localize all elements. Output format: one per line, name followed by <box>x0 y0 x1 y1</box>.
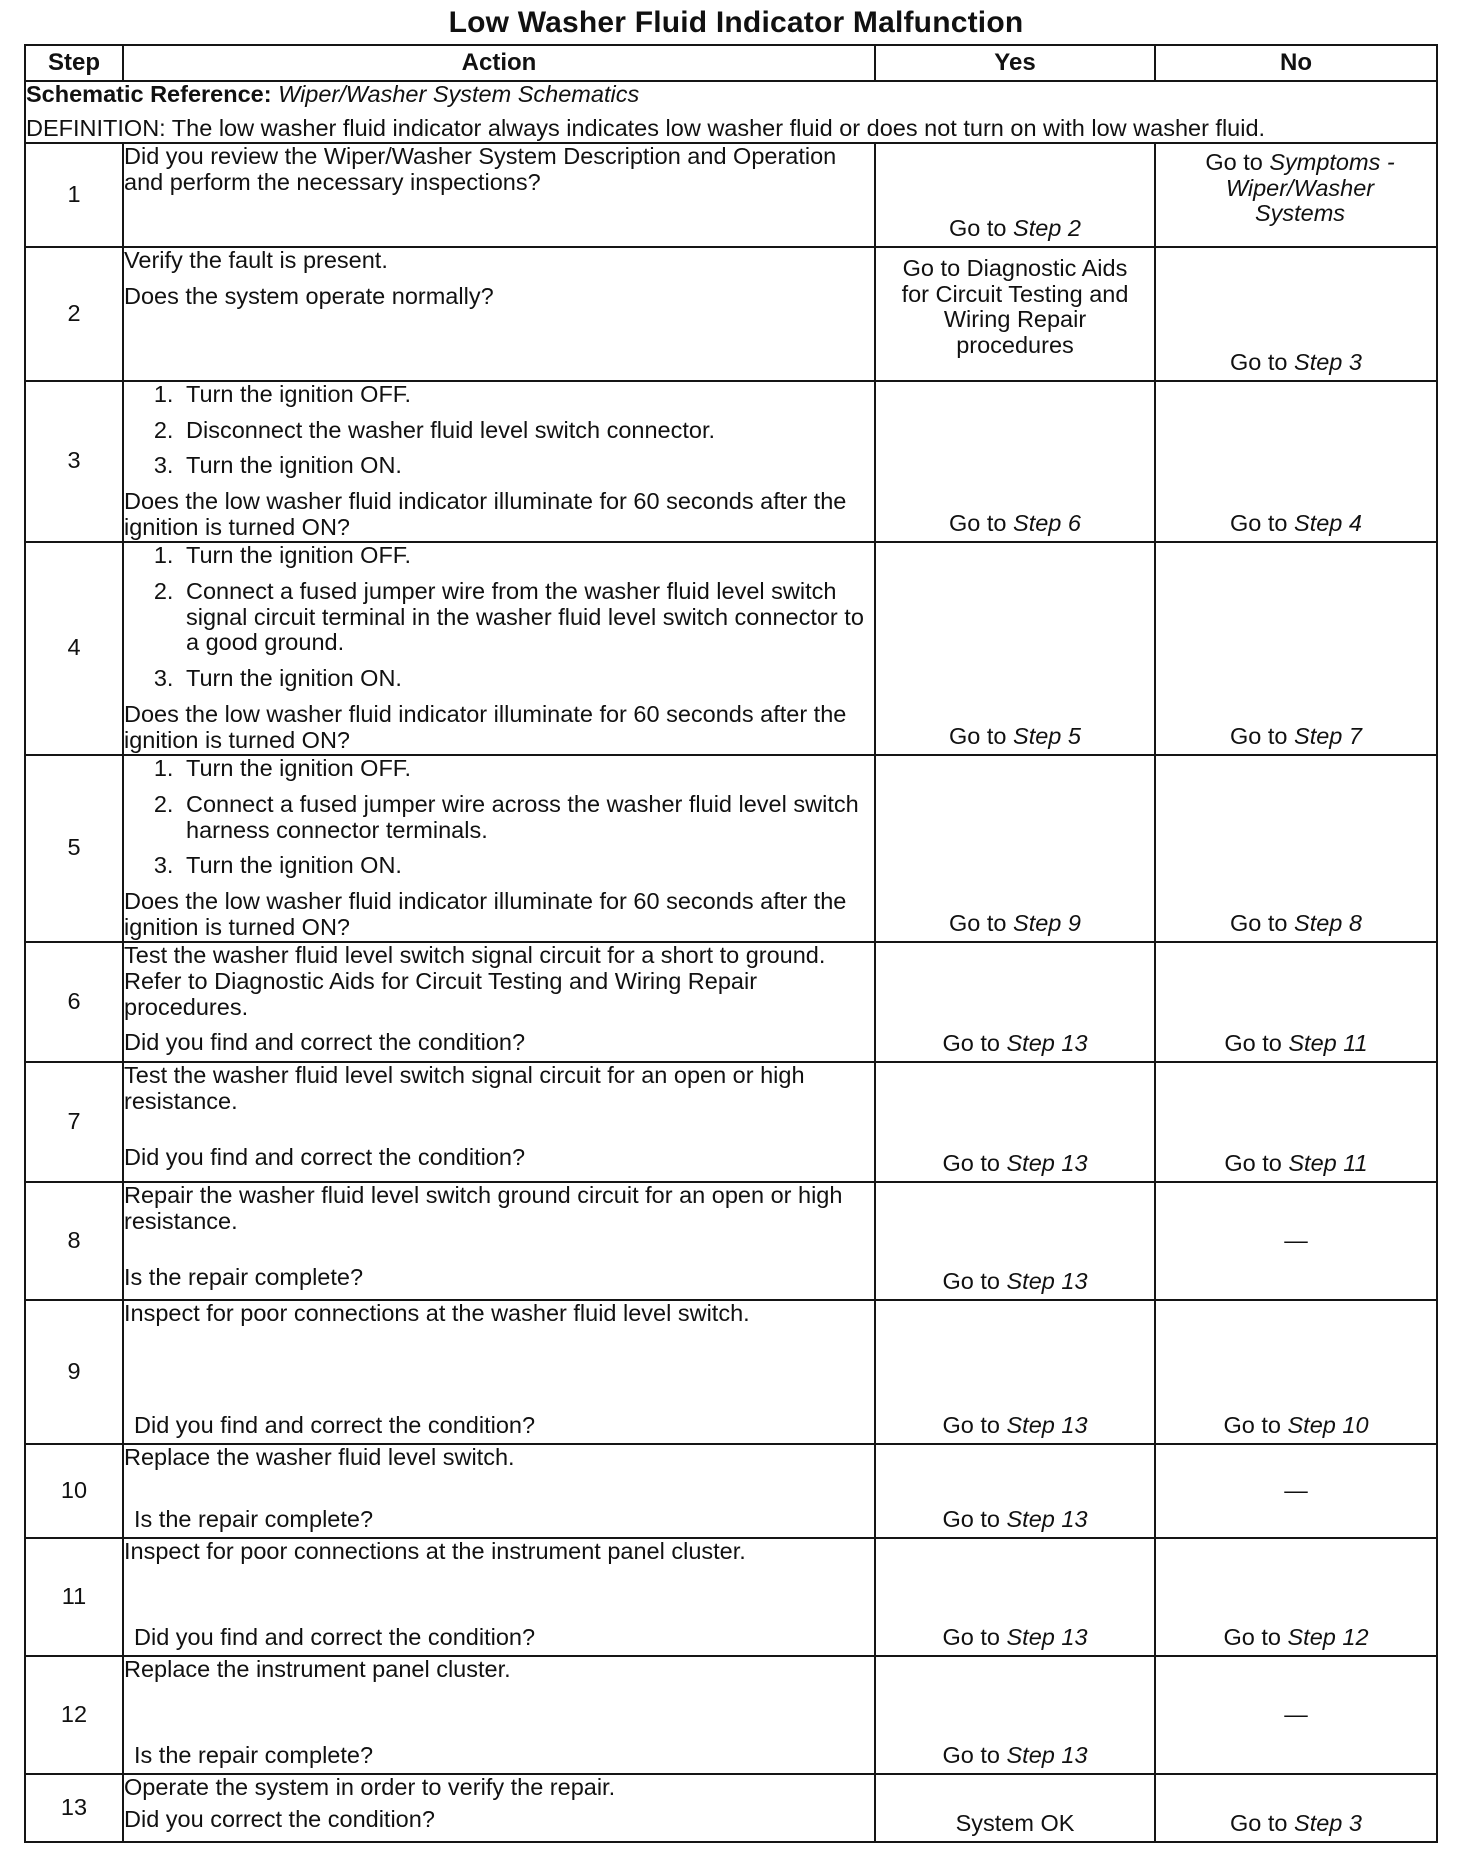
action-step: 2. Connect a fused jumper wire across the washer fluid level switch harness connector terminals. <box>180 792 874 844</box>
table-row <box>25 542 1437 755</box>
action-text: Inspect for poor connections at the instrument panel cluster. <box>124 1537 746 1564</box>
yes-result[interactable] <box>876 1031 1154 1057</box>
no-cell <box>1155 1774 1437 1842</box>
result-prefix: Go to <box>1224 1150 1282 1177</box>
action-text: Replace the washer fluid level switch. <box>124 1443 515 1470</box>
action-cell <box>123 143 875 247</box>
no-result: — <box>1284 1700 1308 1727</box>
action-cell <box>123 942 875 1062</box>
table-row <box>25 247 1437 381</box>
no-result[interactable] <box>1156 144 1436 228</box>
result-reference: Step 3 <box>1294 348 1362 375</box>
action-cell <box>123 755 875 942</box>
result-reference: Step 13 <box>1006 1412 1088 1439</box>
yes-result[interactable] <box>876 1269 1154 1295</box>
step-number: 3 <box>25 381 123 542</box>
no-cell <box>1155 1062 1437 1182</box>
table-row <box>25 1774 1437 1842</box>
no-result[interactable] <box>1156 1151 1436 1177</box>
result-prefix: Go to <box>1230 510 1288 537</box>
yes-cell <box>875 1656 1155 1774</box>
result-prefix: Go to <box>1224 1030 1282 1057</box>
result-prefix: Go to <box>942 1150 1000 1177</box>
result-prefix: Go to <box>942 1506 1000 1533</box>
no-cell <box>1155 247 1437 381</box>
action-question: Does the system operate normally? <box>124 282 494 309</box>
result-prefix: Go to <box>949 722 1007 749</box>
action-question: Does the low washer fluid indicator illuminate for 60 seconds after the ignition is turned ON? <box>124 488 847 541</box>
step-number: 8 <box>25 1182 123 1300</box>
step-number: 13 <box>25 1774 123 1842</box>
action-question: Did you find and correct the condition? <box>134 1412 536 1439</box>
action-text: Repair the washer fluid level switch ground circuit for an open or high resistance. <box>124 1181 843 1234</box>
yes-cell <box>875 381 1155 542</box>
result-reference: Step 9 <box>1013 910 1081 937</box>
yes-result[interactable] <box>876 1507 1154 1533</box>
no-cell <box>1155 1444 1437 1538</box>
action-steps <box>124 382 874 480</box>
table-row <box>25 1656 1437 1774</box>
step-number: 2 <box>25 247 123 381</box>
table-row <box>25 1062 1437 1182</box>
no-result[interactable] <box>1156 350 1436 376</box>
yes-cell <box>875 1444 1155 1538</box>
no-result[interactable] <box>1156 1031 1436 1057</box>
yes-result[interactable] <box>876 216 1154 242</box>
no-cell <box>1155 381 1437 542</box>
action-cell <box>123 1538 875 1656</box>
step-number: 9 <box>25 1300 123 1444</box>
table-row <box>25 143 1437 247</box>
yes-cell <box>875 247 1155 381</box>
yes-cell <box>875 1300 1155 1444</box>
no-result[interactable] <box>1156 911 1436 937</box>
result-prefix: Go to <box>949 510 1007 537</box>
header-no: No <box>1155 45 1437 81</box>
action-text: Did you review the Wiper/Washer System Description and Operation and perform the necessary inspections? <box>124 142 837 195</box>
action-cell <box>123 542 875 755</box>
result-reference: Step 13 <box>1006 1150 1088 1177</box>
result-reference: Symptoms - Wiper/Washer Systems <box>1225 148 1395 227</box>
result-prefix: Go to <box>1205 148 1263 175</box>
yes-cell <box>875 542 1155 755</box>
no-cell <box>1155 755 1437 942</box>
step-number: 4 <box>25 542 123 755</box>
action-question: Did you correct the condition? <box>124 1805 435 1832</box>
action-cell <box>123 247 875 381</box>
action-step: 3. Turn the ignition ON. <box>180 453 874 479</box>
action-cell <box>123 1300 875 1444</box>
reference-cell <box>25 81 1437 143</box>
yes-cell <box>875 755 1155 942</box>
page-title: Low Washer Fluid Indicator Malfunction <box>448 6 1024 39</box>
no-cell <box>1155 143 1437 247</box>
yes-cell <box>875 143 1155 247</box>
action-question: Is the repair complete? <box>134 1742 374 1769</box>
table-row <box>25 755 1437 942</box>
no-result: — <box>1284 1226 1308 1253</box>
schematic-reference-label: Schematic Reference: <box>26 81 272 107</box>
schematic-reference <box>26 82 1436 108</box>
no-result: — <box>1284 1476 1308 1503</box>
action-cell <box>123 1062 875 1182</box>
no-result[interactable] <box>1156 1811 1436 1837</box>
result-prefix: Go to <box>949 910 1007 937</box>
action-step: 3. Turn the ignition ON. <box>180 666 874 692</box>
action-steps <box>124 756 874 879</box>
no-cell <box>1155 1182 1437 1300</box>
header-action: Action <box>123 45 875 81</box>
no-result[interactable] <box>1156 1413 1436 1439</box>
result-prefix: Go to <box>1230 910 1288 937</box>
result-reference: Step 6 <box>1013 510 1081 537</box>
result-reference: Step 12 <box>1287 1624 1369 1651</box>
action-text: Inspect for poor connections at the washer fluid level switch. <box>124 1299 750 1326</box>
step-number: 5 <box>25 755 123 942</box>
action-step: 1. Turn the ignition OFF. <box>180 543 874 569</box>
yes-cell <box>875 1538 1155 1656</box>
result-reference: Step 13 <box>1006 1030 1088 1057</box>
result-reference: Step 13 <box>1006 1506 1088 1533</box>
result-reference: Step 3 <box>1294 1810 1362 1837</box>
result-prefix: Go to <box>1230 1810 1288 1837</box>
action-text: Replace the instrument panel cluster. <box>124 1655 511 1682</box>
reference-row <box>25 81 1437 143</box>
step-number: 11 <box>25 1538 123 1656</box>
action-cell <box>123 1182 875 1300</box>
result-reference: Step 13 <box>1006 1268 1088 1295</box>
action-step: 2. Connect a fused jumper wire from the washer fluid level switch signal circuit terminal in the washer fluid level switch connector to a good ground. <box>180 579 874 657</box>
yes-result[interactable]: Go to Diagnostic Aids for Circuit Testing and Wiring Repair procedures <box>901 254 1129 359</box>
table-row <box>25 1444 1437 1538</box>
result-prefix: Go to <box>942 1412 1000 1439</box>
table-row <box>25 942 1437 1062</box>
yes-cell <box>875 1182 1155 1300</box>
action-cell <box>123 1774 875 1842</box>
result-reference: Step 13 <box>1006 1624 1088 1651</box>
no-result[interactable] <box>1156 724 1436 750</box>
yes-result[interactable] <box>876 1625 1154 1651</box>
step-number: 1 <box>25 143 123 247</box>
table-row <box>25 1538 1437 1656</box>
yes-cell <box>875 942 1155 1062</box>
result-reference: Step 8 <box>1294 910 1362 937</box>
yes-result[interactable] <box>876 1413 1154 1439</box>
result-prefix: Go to <box>1223 1624 1281 1651</box>
result-prefix: Go to <box>942 1742 1000 1769</box>
definition-text: DEFINITION: The low washer fluid indicator always indicates low washer fluid or does not turn on with low washer fluid. <box>26 114 1266 141</box>
no-cell <box>1155 1656 1437 1774</box>
action-question: Is the repair complete? <box>134 1506 374 1533</box>
action-question: Did you find and correct the condition? <box>124 1029 526 1056</box>
header-yes: Yes <box>875 45 1155 81</box>
action-question: Is the repair complete? <box>124 1263 364 1290</box>
yes-result[interactable] <box>876 1743 1154 1769</box>
result-prefix: Go to <box>942 1030 1000 1057</box>
action-text: Operate the system in order to verify the repair. <box>124 1773 616 1800</box>
yes-result[interactable] <box>876 911 1154 937</box>
step-number: 7 <box>25 1062 123 1182</box>
yes-result[interactable] <box>876 1151 1154 1177</box>
step-number: 10 <box>25 1444 123 1538</box>
header-row <box>25 45 1437 81</box>
step-number: 12 <box>25 1656 123 1774</box>
action-steps <box>124 543 874 692</box>
result-reference: Step 11 <box>1288 1030 1368 1057</box>
yes-cell <box>875 1062 1155 1182</box>
action-cell <box>123 1656 875 1774</box>
table-row <box>25 1182 1437 1300</box>
action-step: 3. Turn the ignition ON. <box>180 853 874 879</box>
action-cell <box>123 381 875 542</box>
result-prefix: Go to <box>942 1624 1000 1651</box>
action-cell <box>123 1444 875 1538</box>
action-text: Test the washer fluid level switch signal circuit for a short to ground. Refer to Diagnostic Aids for Circuit Testing and Wiring Repair procedures. <box>124 941 826 1020</box>
step-number: 6 <box>25 942 123 1062</box>
no-cell <box>1155 942 1437 1062</box>
action-step: 1. Turn the ignition OFF. <box>180 382 874 408</box>
no-cell <box>1155 1300 1437 1444</box>
result-prefix: Go to <box>949 214 1007 241</box>
action-question: Did you find and correct the condition? <box>124 1143 526 1170</box>
result-reference: Step 2 <box>1013 214 1081 241</box>
result-prefix: Go to <box>1223 1412 1281 1439</box>
action-text: Test the washer fluid level switch signal circuit for an open or high resistance. <box>124 1061 805 1114</box>
header-step: Step <box>25 45 123 81</box>
table-row <box>25 1300 1437 1444</box>
result-prefix: Go to <box>1230 722 1288 749</box>
action-question: Does the low washer fluid indicator illuminate for 60 seconds after the ignition is turned ON? <box>124 701 847 753</box>
no-result[interactable] <box>1156 1625 1436 1651</box>
result-reference: Step 7 <box>1294 722 1362 749</box>
action-question: Does the low washer fluid indicator illuminate for 60 seconds after the ignition is turned ON? <box>124 888 847 941</box>
yes-cell <box>875 1774 1155 1842</box>
action-question: Did you find and correct the condition? <box>134 1624 536 1651</box>
result-prefix: Go to <box>1230 348 1288 375</box>
result-reference: Step 10 <box>1287 1412 1369 1439</box>
result-reference: Step 13 <box>1006 1742 1088 1769</box>
yes-result[interactable] <box>876 511 1154 537</box>
yes-result: System OK <box>955 1810 1075 1837</box>
no-cell <box>1155 1538 1437 1656</box>
no-cell <box>1155 542 1437 755</box>
schematic-reference-link[interactable]: Wiper/Washer System Schematics <box>278 81 640 107</box>
result-reference: Step 11 <box>1288 1150 1368 1177</box>
action-text: Verify the fault is present. <box>124 246 388 273</box>
action-step: 1. Turn the ignition OFF. <box>180 756 874 782</box>
action-step: 2. Disconnect the washer fluid level switch connector. <box>180 418 874 444</box>
result-prefix: Go to <box>942 1268 1000 1295</box>
no-result[interactable] <box>1156 511 1436 537</box>
table-row <box>25 381 1437 542</box>
result-reference: Step 5 <box>1013 722 1081 749</box>
result-reference: Step 4 <box>1294 510 1362 537</box>
diagnostic-table <box>24 44 1438 1843</box>
yes-result[interactable] <box>876 724 1154 750</box>
